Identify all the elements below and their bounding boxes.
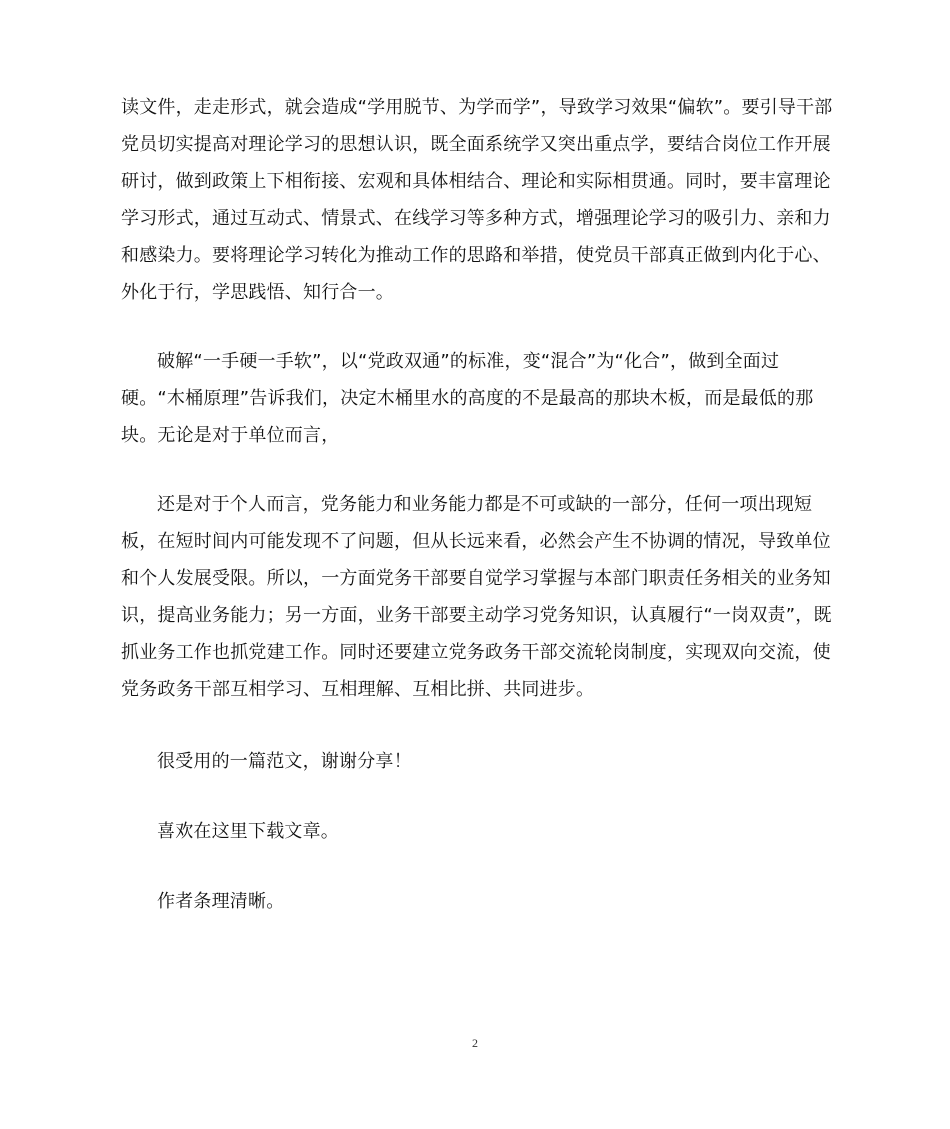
paragraph-party-business-capability: 还是对于个人而言，党务能力和业务能力都是不可或缺的一部分，任何一项出现短板，在短时间内可能发现不了问题，但从长远来看，必然会产生不协调的情况，导致单位和个人发展受限。所以，一方面党务干部要自觉学习掌握与本部门职责任务相关的业务知识，提高业务能力；另一方面，业务干部要主动学习党务知识，认真履行“一岗双责”，既抓业务工作也抓党建工作。同时还要建立党务政务干部交流轮岗制度，实现双向交流，使党务政务干部互相学习、互相理解、互相比拼、共同进步。 bbox=[121, 494, 832, 700]
paragraph-bucket-principle: 破解“一手硬一手软”，以“党政双通”的标准，变“混合”为“化合”，做到全面过硬。“木桶原理”告诉我们，决定木桶里水的高度的不是最高的那块木板，而是最低的那块。无论是对于单位而言， bbox=[121, 351, 814, 446]
paragraph-theory-study: 读文件，走走形式，就会造成“学用脱节、为学而学”，导致学习效果“偏软”。要引导干部党员切实提高对理论学习的思想认识，既全面系统学又突出重点学，要结合岗位工作开展研讨，做到政策上下相衔接、宏观和具体相结合、理论和实际相贯通。同时，要丰富理论学习形式，通过互动式、情景式、在线学习等多种方式，增强理论学习的吸引力、亲和力和感染力。要将理论学习转化为推动工作的思路和举措，使党员干部真正做到内化于心、外化于行，学思践悟、知行合一。 bbox=[121, 97, 833, 303]
comment-download: 喜欢在这里下载文章。 bbox=[157, 821, 339, 842]
page-number: 2 bbox=[472, 1036, 478, 1050]
document-body bbox=[121, 89, 833, 920]
comment-clear: 作者条理清晰。 bbox=[157, 891, 285, 912]
comment-useful: 很受用的一篇范文，谢谢分享！ bbox=[157, 751, 412, 772]
